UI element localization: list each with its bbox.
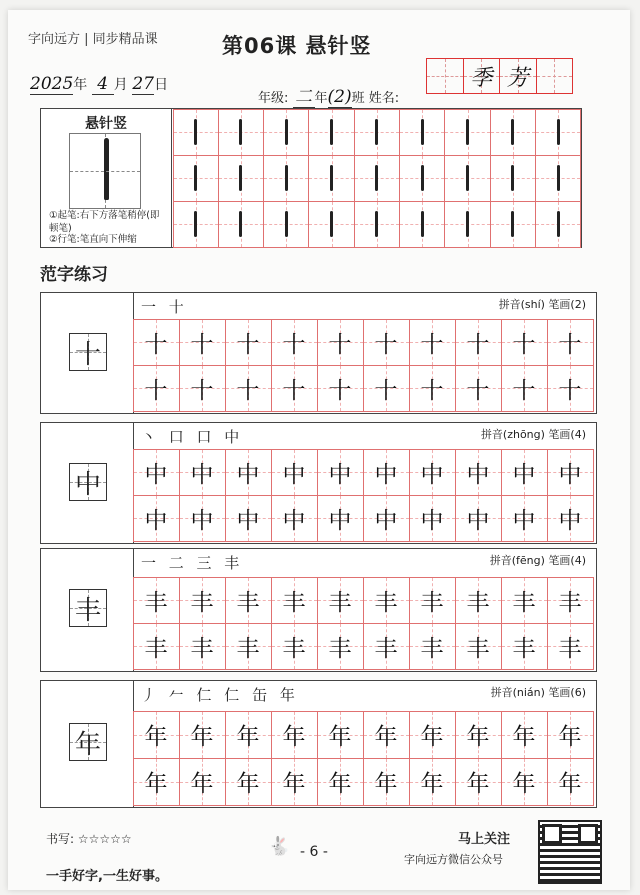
practice-cell	[501, 577, 548, 624]
practice-cell	[179, 365, 226, 412]
practice-cell	[317, 449, 364, 496]
handwritten-char: 中	[328, 507, 352, 534]
handwritten-char: 十	[512, 377, 536, 404]
handwritten-char: 中	[144, 461, 168, 488]
handwritten-char: 中	[512, 461, 536, 488]
handwritten-char: 年	[190, 771, 214, 797]
handwritten-char: 丰	[328, 635, 352, 662]
follow-title: 马上关注	[458, 832, 511, 847]
practice-cell	[501, 449, 548, 496]
practice-cell	[455, 495, 502, 542]
date-day: 27	[132, 74, 154, 94]
handwritten-char: 中	[558, 507, 582, 534]
name-cell: 季	[463, 58, 501, 94]
handwritten-char: 年	[420, 724, 444, 750]
practice-cell	[547, 623, 594, 670]
handwritten-char: 丰	[282, 589, 306, 616]
practice-cell	[225, 758, 272, 806]
practice-cell	[317, 758, 364, 806]
handwritten-char: 丰	[236, 635, 260, 662]
date-line	[30, 74, 168, 95]
stroke-order: 丿 𠂉 仁 仁 缶 年	[141, 686, 299, 704]
handwritten-char: 十	[282, 331, 306, 358]
practice-cell	[409, 365, 456, 412]
practice-cell	[173, 155, 219, 202]
practice-cell	[179, 758, 226, 806]
name-cell	[426, 58, 464, 94]
practice-cell	[547, 319, 594, 366]
handwritten-stroke	[421, 211, 424, 237]
practice-cell	[501, 319, 548, 366]
handwritten-char: 丰	[420, 589, 444, 616]
handwritten-char: 年	[236, 771, 260, 797]
handwritten-char: 中	[558, 461, 582, 488]
practice-cell	[535, 109, 581, 156]
stroke-heading: 悬针竖	[85, 116, 127, 132]
practice-cell	[173, 109, 219, 156]
handwritten-stroke	[466, 119, 469, 145]
handwritten-char: 年	[374, 724, 398, 750]
practice-cell	[225, 365, 272, 412]
practice-cell	[263, 201, 309, 248]
handwritten-char: 年	[512, 771, 536, 797]
handwritten-stroke	[511, 211, 514, 237]
practice-cell	[225, 449, 272, 496]
practice-cell	[173, 201, 219, 248]
practice-cell	[409, 319, 456, 366]
handwritten-char: 中	[190, 507, 214, 534]
handwritten-char: 中	[512, 507, 536, 534]
handwritten-char: 十	[144, 331, 168, 358]
practice-cell	[501, 758, 548, 806]
handwritten-char: 丰	[512, 635, 536, 662]
handwritten-char: 十	[512, 331, 536, 358]
handwritten-stroke	[421, 119, 424, 145]
practice-grid	[133, 449, 593, 541]
practice-cell	[535, 155, 581, 202]
handwritten-stroke	[375, 211, 378, 237]
practice-cell	[490, 155, 536, 202]
stroke-practice-grid	[173, 109, 581, 247]
handwritten-char: 丰	[190, 589, 214, 616]
handwritten-char: 十	[420, 377, 444, 404]
handwritten-char: 丰	[558, 589, 582, 616]
handwritten-char: 中	[236, 461, 260, 488]
practice-cell	[317, 577, 364, 624]
practice-cell	[218, 109, 264, 156]
handwritten-stroke	[330, 119, 333, 145]
practice-cell	[363, 758, 410, 806]
handwritten-char: 丰	[420, 635, 444, 662]
handwritten-char: 年	[558, 771, 582, 797]
handwritten-char: 十	[466, 377, 490, 404]
day-label: 日	[154, 77, 169, 93]
practice-cell	[547, 449, 594, 496]
practice-cell	[490, 109, 536, 156]
practice-cell	[317, 495, 364, 542]
practice-cell	[133, 758, 180, 806]
practice-cell	[363, 319, 410, 366]
practice-cell	[363, 495, 410, 542]
practice-cell	[271, 711, 318, 759]
handwritten-char: 丰	[236, 589, 260, 616]
handwritten-char: 十	[144, 377, 168, 404]
practice-cell	[133, 365, 180, 412]
practice-cell	[444, 109, 490, 156]
practice-cell	[535, 201, 581, 248]
stroke-intro-panel	[40, 108, 582, 248]
practice-cell	[317, 711, 364, 759]
handwritten-char: 十	[420, 331, 444, 358]
handwritten-stroke	[285, 211, 288, 237]
handwritten-char: 丰	[190, 635, 214, 662]
handwritten-char: 中	[144, 507, 168, 534]
name-boxes	[426, 58, 572, 94]
model-char-area	[41, 681, 134, 807]
handwritten-char: 十	[558, 377, 582, 404]
practice-cell	[354, 201, 400, 248]
practice-cell	[547, 711, 594, 759]
practice-cell	[501, 495, 548, 542]
practice-cell	[501, 623, 548, 670]
handwritten-stroke	[330, 165, 333, 191]
practice-cell	[547, 365, 594, 412]
handwritten-char: 丰	[144, 635, 168, 662]
class-value: (2)	[327, 87, 352, 107]
model-char: 十	[69, 333, 107, 371]
practice-cell	[133, 577, 180, 624]
rabbit-icon: 🐇	[268, 836, 291, 857]
handwritten-stroke	[194, 211, 197, 237]
pinyin-info: 拼音(nián) 笔画(6)	[490, 686, 586, 699]
practice-cell	[271, 495, 318, 542]
handwritten-stroke	[194, 165, 197, 191]
lesson-title: 第06课 悬针竖	[222, 34, 372, 58]
practice-cell	[363, 449, 410, 496]
handwritten-stroke	[375, 119, 378, 145]
handwritten-stroke	[330, 211, 333, 237]
practice-cell	[133, 319, 180, 366]
handwritten-stroke	[285, 165, 288, 191]
practice-cell	[455, 758, 502, 806]
grade-line	[258, 82, 399, 108]
handwritten-char: 丰	[466, 635, 490, 662]
brand-logo-text: 字向远方 | 同步精品课	[28, 32, 158, 47]
practice-cell	[399, 109, 445, 156]
handwritten-char: 十	[374, 331, 398, 358]
practice-cell	[225, 623, 272, 670]
handwritten-char: 中	[466, 461, 490, 488]
handwritten-char: 年	[466, 771, 490, 797]
practice-cell	[354, 109, 400, 156]
practice-cell	[179, 495, 226, 542]
practice-cell	[501, 711, 548, 759]
handwritten-char: 丰	[374, 635, 398, 662]
practice-cell	[409, 623, 456, 670]
practice-cell	[179, 623, 226, 670]
handwritten-char: 十	[236, 331, 260, 358]
practice-cell	[363, 365, 410, 412]
handwritten-char: 丰	[282, 635, 306, 662]
handwritten-char: 年	[374, 771, 398, 797]
handwritten-stroke	[511, 165, 514, 191]
practice-cell	[271, 319, 318, 366]
handwritten-char: 丰	[144, 589, 168, 616]
handwritten-stroke	[194, 119, 197, 145]
practice-cell	[490, 201, 536, 248]
practice-cell	[444, 201, 490, 248]
practice-cell	[399, 201, 445, 248]
practice-cell	[308, 109, 354, 156]
handwritten-stroke	[557, 119, 560, 145]
handwritten-char: 年	[512, 724, 536, 750]
handwritten-char: 年	[558, 724, 582, 750]
handwritten-char: 中	[328, 461, 352, 488]
practice-grid	[133, 319, 593, 411]
model-char: 丰	[69, 589, 107, 627]
model-char: 年	[69, 723, 107, 761]
handwritten-stroke	[285, 119, 288, 145]
stroke-order: 一 二 三 丰	[141, 554, 244, 572]
handwritten-char: 中	[282, 507, 306, 534]
handwritten-char: 年	[144, 724, 168, 750]
handwritten-char: 中	[282, 461, 306, 488]
handwritten-stroke	[239, 211, 242, 237]
date-month: 4	[92, 74, 114, 95]
handwritten-stroke	[557, 165, 560, 191]
handwritten-char: 中	[374, 507, 398, 534]
practice-cell	[455, 449, 502, 496]
handwritten-stroke	[239, 165, 242, 191]
handwritten-char: 年	[282, 724, 306, 750]
handwritten-char: 丰	[466, 589, 490, 616]
model-char-area	[41, 549, 134, 671]
handwritten-char: 十	[328, 377, 352, 404]
practice-cell	[455, 577, 502, 624]
model-char: 中	[69, 463, 107, 501]
stroke-note-2: ②行笔:笔直向下伸缩	[49, 234, 137, 245]
practice-cell	[409, 449, 456, 496]
handwritten-char: 年	[328, 771, 352, 797]
practice-cell	[225, 495, 272, 542]
practice-cell	[354, 155, 400, 202]
practice-cell	[271, 449, 318, 496]
stroke-demo	[41, 109, 172, 247]
handwritten-char: 十	[282, 377, 306, 404]
handwritten-char: 年	[144, 771, 168, 797]
handwritten-char: 十	[190, 377, 214, 404]
practice-cell	[317, 623, 364, 670]
handwritten-char: 十	[558, 331, 582, 358]
practice-cell	[363, 711, 410, 759]
qr-code-icon[interactable]	[540, 822, 600, 882]
pinyin-info: 拼音(shí) 笔画(2)	[498, 298, 586, 311]
practice-cell	[271, 365, 318, 412]
practice-cell	[501, 365, 548, 412]
year-label: 年	[73, 77, 88, 93]
handwritten-stroke	[239, 119, 242, 145]
handwritten-char: 丰	[374, 589, 398, 616]
handwritten-stroke	[466, 165, 469, 191]
practice-cell	[179, 577, 226, 624]
class-label: 年	[314, 91, 328, 106]
practice-cell	[363, 577, 410, 624]
name-label: 班 姓名:	[351, 91, 400, 106]
handwritten-stroke	[375, 165, 378, 191]
model-char-area	[41, 423, 134, 543]
handwritten-char: 丰	[512, 589, 536, 616]
practice-cell	[409, 711, 456, 759]
section-title: 范字练习	[40, 265, 108, 285]
handwritten-char: 十	[190, 331, 214, 358]
practice-cell	[225, 711, 272, 759]
handwritten-stroke	[511, 119, 514, 145]
practice-cell	[271, 577, 318, 624]
stroke-diagram	[69, 133, 141, 209]
handwritten-char: 中	[466, 507, 490, 534]
practice-cell	[179, 711, 226, 759]
handwritten-char: 中	[420, 461, 444, 488]
pinyin-info: 拼音(zhōng) 笔画(4)	[480, 428, 586, 441]
handwritten-char: 十	[374, 377, 398, 404]
pinyin-info: 拼音(fēng) 笔画(4)	[489, 554, 586, 567]
handwritten-stroke	[557, 211, 560, 237]
practice-cell	[455, 365, 502, 412]
practice-cell	[409, 495, 456, 542]
practice-cell	[133, 623, 180, 670]
handwritten-char: 丰	[328, 589, 352, 616]
practice-block-2	[40, 422, 597, 544]
handwritten-char: 十	[466, 331, 490, 358]
name-cell	[536, 58, 574, 94]
practice-cell	[271, 623, 318, 670]
practice-cell	[409, 577, 456, 624]
practice-cell	[218, 201, 264, 248]
practice-cell	[444, 155, 490, 202]
practice-cell	[263, 109, 309, 156]
practice-cell	[179, 449, 226, 496]
practice-block-1	[40, 292, 597, 414]
handwritten-char: 年	[282, 771, 306, 797]
handwritten-char: 中	[374, 461, 398, 488]
handwritten-char: 丰	[558, 635, 582, 662]
practice-cell	[179, 319, 226, 366]
practice-cell	[317, 365, 364, 412]
handwritten-char: 年	[420, 771, 444, 797]
practice-cell	[455, 319, 502, 366]
practice-cell	[547, 577, 594, 624]
practice-block-3	[40, 548, 597, 672]
practice-cell	[399, 155, 445, 202]
practice-cell	[271, 758, 318, 806]
handwritten-char: 中	[236, 507, 260, 534]
practice-grid	[133, 711, 593, 805]
model-char-area	[41, 293, 134, 413]
grade-label: 年级:	[258, 91, 289, 106]
practice-cell	[455, 623, 502, 670]
date-year: 2025	[30, 74, 74, 94]
page-number: - 6 -	[300, 844, 328, 860]
handwritten-char: 中	[420, 507, 444, 534]
practice-grid	[133, 577, 593, 669]
stroke-note-1: ①起笔:右下方落笔稍停(即顿笔)	[49, 210, 160, 234]
practice-cell	[308, 155, 354, 202]
grade-value: 二	[293, 82, 315, 108]
practice-cell	[409, 758, 456, 806]
month-label: 月	[113, 77, 128, 93]
handwritten-char: 年	[190, 724, 214, 750]
motto: 一手好字,一生好事。	[46, 869, 168, 884]
name-cell: 芳	[499, 58, 537, 94]
stroke-order: 丶 口 口 中	[141, 428, 244, 446]
handwritten-stroke	[421, 165, 424, 191]
practice-cell	[317, 319, 364, 366]
handwritten-char: 年	[466, 724, 490, 750]
handwritten-char: 年	[236, 724, 260, 750]
practice-cell	[133, 711, 180, 759]
handwritten-char: 中	[190, 461, 214, 488]
handwritten-char: 年	[328, 724, 352, 750]
practice-cell	[225, 577, 272, 624]
practice-cell	[218, 155, 264, 202]
practice-cell	[225, 319, 272, 366]
practice-cell	[263, 155, 309, 202]
practice-cell	[133, 495, 180, 542]
practice-cell	[308, 201, 354, 248]
practice-block-4	[40, 680, 597, 808]
rating-stars: 书写: ☆☆☆☆☆	[46, 832, 132, 846]
handwritten-char: 十	[328, 331, 352, 358]
practice-cell	[363, 623, 410, 670]
stroke-order: 一 十	[141, 298, 188, 316]
practice-cell	[133, 449, 180, 496]
follow-subtitle: 字向远方微信公众号	[404, 853, 503, 866]
practice-cell	[455, 711, 502, 759]
handwritten-stroke	[466, 211, 469, 237]
practice-cell	[547, 758, 594, 806]
handwritten-char: 十	[236, 377, 260, 404]
practice-cell	[547, 495, 594, 542]
vertical-stroke-icon	[104, 138, 109, 200]
